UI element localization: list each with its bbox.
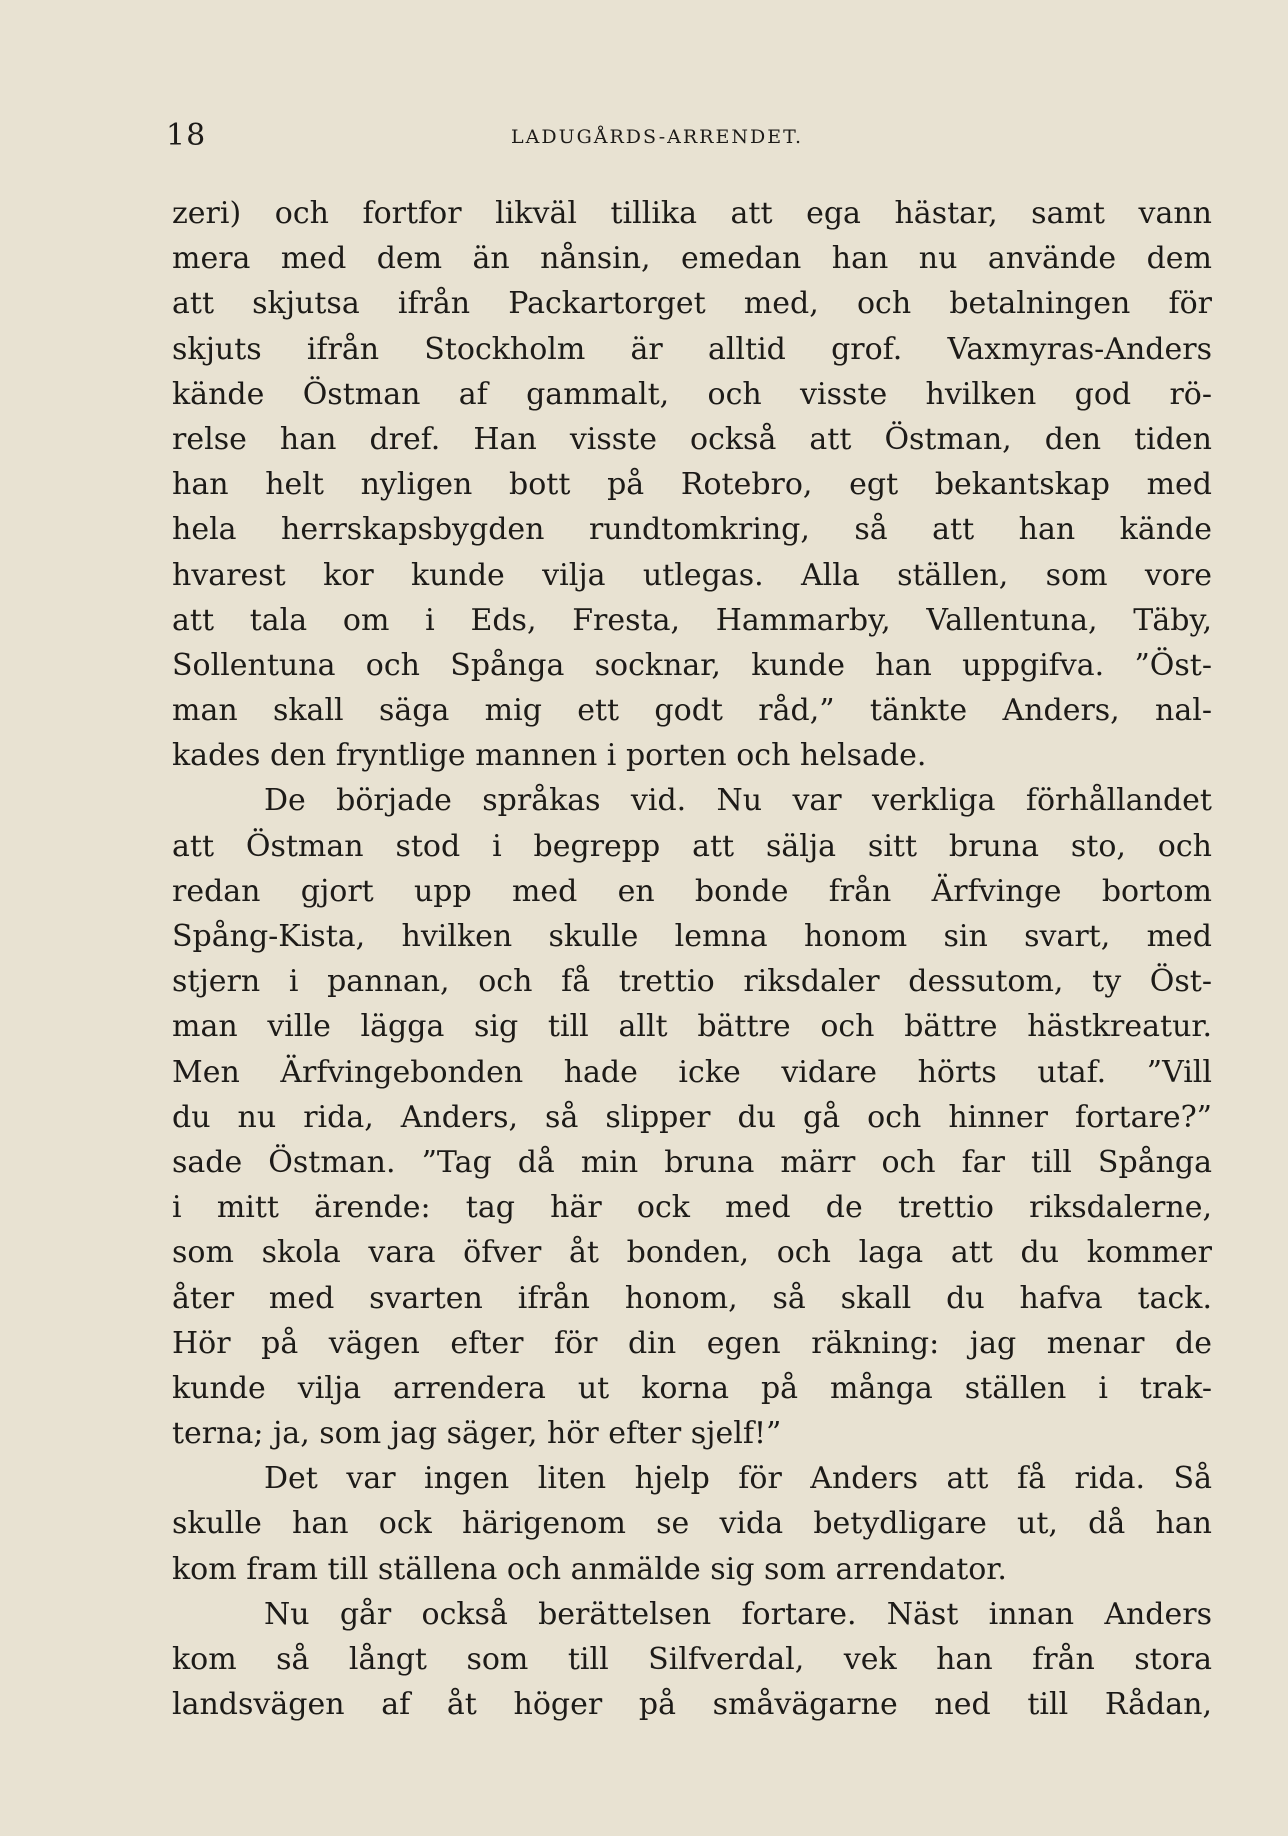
text-line: Nu går också berättelsen fortare. Näst innan Anders bbox=[264, 1596, 1212, 1632]
text-line: skulle han ock härigenom se vida betydligare ut, då han bbox=[172, 1506, 1212, 1542]
text-line: han helt nyligen bott på Rotebro, egt bekantskap med bbox=[172, 467, 1212, 503]
text-line: hvarest kor kunde vilja utlegas. Alla ställen, som vore bbox=[172, 557, 1212, 593]
text-line: mera med dem än nånsin, emedan han nu använde dem bbox=[172, 241, 1212, 277]
text-line: stjern i pannan, och få trettio riksdaler dessutom, ty Öst- bbox=[172, 964, 1212, 1000]
text-line: sade Östman. ”Tag då min bruna märr och far till Spånga bbox=[172, 1144, 1212, 1180]
text-line: Hör på vägen efter för din egen räkning: jag menar de bbox=[172, 1325, 1212, 1361]
text-line: kunde vilja arrendera ut korna på många ställen i trak- bbox=[172, 1370, 1212, 1406]
text-line: man skall säga mig ett godt råd,” tänkte Anders, nal- bbox=[172, 693, 1212, 729]
text-line: terna; ja, som jag säger, hör efter sjelf!” bbox=[172, 1416, 782, 1452]
body-text bbox=[172, 191, 1212, 1727]
page-header bbox=[166, 112, 1226, 162]
text-line: att tala om i Eds, Fresta, Hammarby, Vallentuna, Täby, bbox=[172, 602, 1212, 638]
text-line: Sollentuna och Spånga socknar, kunde han uppgifva. ”Öst- bbox=[172, 647, 1212, 683]
text-line: som skola vara öfver åt bonden, och laga att du kommer bbox=[172, 1235, 1212, 1271]
text-line: kom så långt som till Silfverdal, vek han från stora bbox=[172, 1642, 1212, 1677]
running-title: LADUGÅRDS-ARRENDET. bbox=[511, 126, 804, 148]
text-line: De började språkas vid. Nu var verkliga förhållandet bbox=[264, 783, 1212, 819]
text-line: redan gjort upp med en bonde från Ärfvinge bortom bbox=[172, 873, 1212, 909]
text-line: landsvägen af åt höger på småvägarne ned till Rådan, bbox=[172, 1687, 1212, 1723]
text-line: Men Ärfvingebonden hade icke vidare hörts utaf. ”Vill bbox=[172, 1054, 1212, 1090]
text-line: skjuts ifrån Stockholm är alltid grof. Vaxmyras-Anders bbox=[172, 331, 1212, 367]
text-line: kände Östman af gammalt, och visste hvilken god rö- bbox=[172, 376, 1212, 412]
text-line: kom fram till ställena och anmälde sig som arrendator. bbox=[172, 1551, 1007, 1587]
text-line: zeri) och fortfor likväl tillika att ega hästar, samt vann bbox=[172, 196, 1212, 231]
page-number: 18 bbox=[166, 118, 207, 153]
text-line: Det var ingen liten hjelp för Anders att få rida. Så bbox=[264, 1461, 1212, 1497]
text-line: Spång-Kista, hvilken skulle lemna honom sin svart, med bbox=[172, 919, 1212, 954]
text-line: i mitt ärende: tag här ock med de trettio riksdalerne, bbox=[172, 1190, 1212, 1226]
text-line: att Östman stod i begrepp att sälja sitt bruna sto, och bbox=[172, 828, 1212, 864]
text-line: du nu rida, Anders, så slipper du gå och hinner fortare?” bbox=[172, 1099, 1212, 1135]
text-line: relse han dref. Han visste också att Östman, den tiden bbox=[172, 421, 1212, 457]
text-line: att skjutsa ifrån Packartorget med, och betalningen för bbox=[172, 286, 1212, 322]
text-line: man ville lägga sig till allt bättre och bättre hästkreatur. bbox=[172, 1009, 1212, 1045]
text-line: hela herrskapsbygden rundtomkring, så att han kände bbox=[172, 512, 1212, 548]
text-line: åter med svarten ifrån honom, så skall du hafva tack. bbox=[172, 1280, 1212, 1316]
text-line: kades den fryntlige mannen i porten och helsade. bbox=[172, 738, 927, 774]
